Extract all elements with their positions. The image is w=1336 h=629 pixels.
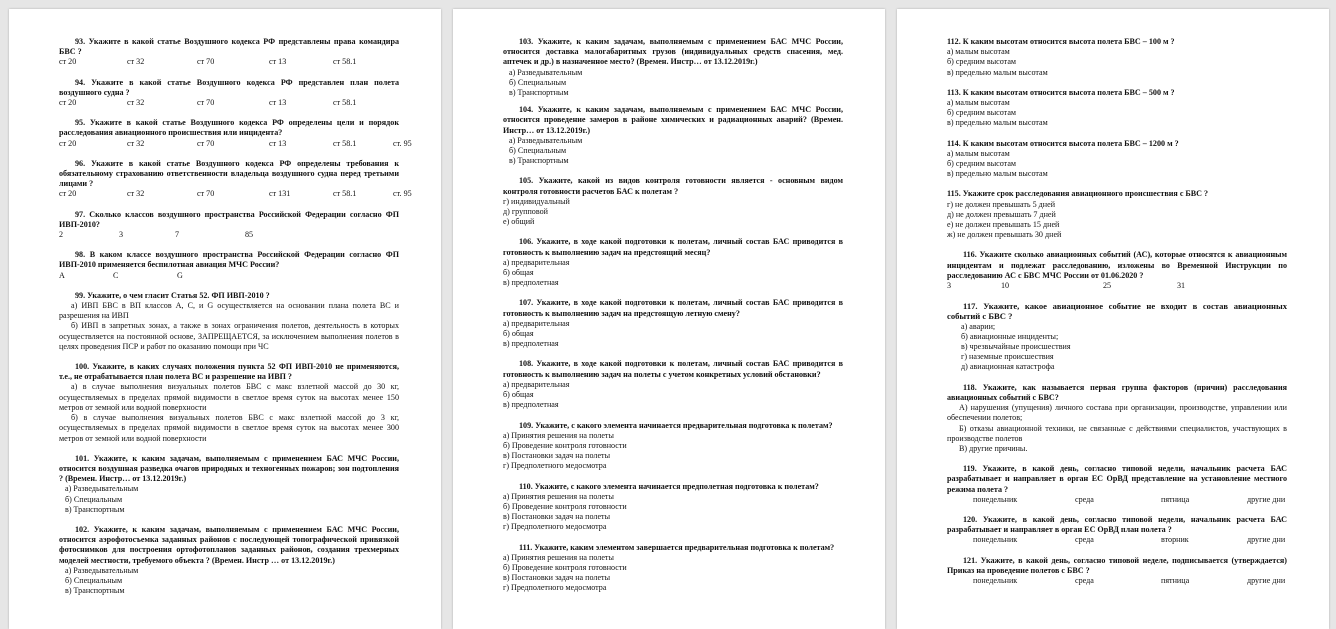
answer: пятница <box>1161 494 1190 504</box>
question-text: 109. Укажите, с какого элемента начинается предварительная подготовка к полетам? <box>519 420 833 430</box>
answer: ст 70 <box>197 138 215 148</box>
answer-option: е) не должен превышать 15 дней <box>947 220 1060 230</box>
answer-option: в) Транспортным <box>65 586 125 596</box>
answer: С <box>113 270 119 280</box>
answer-option: г) индивидуальный <box>503 196 570 206</box>
answer-row <box>947 281 1287 291</box>
answer-option: в) Транспортным <box>65 504 125 514</box>
answer: ст 58.1 <box>333 189 357 199</box>
question-99 <box>59 291 399 352</box>
answer-option: а) малым высотам <box>947 47 1010 57</box>
answer-option: а) предварительная <box>503 379 570 389</box>
answer: ст 58.1 <box>333 98 357 108</box>
answer: среда <box>1075 535 1094 545</box>
answer-option: а) Разведывательным <box>509 67 583 77</box>
answer: А <box>59 270 65 280</box>
answer: ст 58.1 <box>333 57 357 67</box>
answer: 3 <box>947 281 952 291</box>
answer-option: б) общая <box>503 268 534 278</box>
answer-option: б) средним высотам <box>947 57 1017 67</box>
question-text: 99. Укажите, о чем гласит Статья 52. ФП ИВП-2010 ? <box>75 290 270 300</box>
answer: ст 13 <box>269 98 287 108</box>
page-2-content <box>503 37 843 604</box>
question-100 <box>59 362 399 444</box>
answer: 25 <box>1103 281 1112 291</box>
answer-row <box>947 535 1287 545</box>
answer-option: а) Разведывательным <box>65 565 139 575</box>
question-120 <box>947 515 1287 546</box>
answer-row <box>59 138 412 149</box>
question-98 <box>59 250 399 281</box>
document-page-2 <box>453 9 885 629</box>
question-94 <box>59 78 399 109</box>
question-101 <box>59 454 399 515</box>
document-page-3 <box>897 9 1329 629</box>
question-text: 110. Укажите, с какого элемента начинается предполетная подготовка к полетам? <box>519 481 819 491</box>
answer: среда <box>1075 575 1094 585</box>
answer-option: б) общая <box>503 390 534 400</box>
answer-option: б) Специальным <box>509 77 567 87</box>
answer: другие дни <box>1247 575 1286 585</box>
document-page-1 <box>9 9 441 629</box>
answer-option: в) предельно малым высотам <box>947 67 1048 77</box>
answer-option: г) Предполетного медосмотра <box>503 583 607 593</box>
question-110 <box>503 482 843 533</box>
question-97 <box>59 210 399 241</box>
question-114 <box>947 139 1287 180</box>
answer: ст 58.1 <box>333 138 357 148</box>
answer-row <box>59 230 399 240</box>
answer-paragraph: А) нарушения (упущения) личного состава при организации, производстве, управлении или обеспечении полетов; <box>947 403 1287 423</box>
answer-option: а) Принятия решения на полеты <box>503 491 614 501</box>
answer-option: а) малым высотам <box>947 148 1010 158</box>
answer: ст 70 <box>197 98 215 108</box>
answer-option: в) Транспортным <box>509 88 569 98</box>
answer-paragraph: б) ИВП в запретных зонах, а также в зонах ограничения полетов, деятельность в которых осуществляется на постоянной основе, ЗАПРЕЩАЕТСЯ, за исключением выполнения полетов в целях проведения ПСР и работ по оказанию помощи при ЧС <box>59 321 399 351</box>
page-1-content <box>59 37 412 606</box>
answer: G <box>177 270 183 280</box>
answer-option: г) Предполетного медосмотра <box>503 522 607 532</box>
answer-option: а) аварии; <box>961 321 996 331</box>
answer-option: б) Специальным <box>65 575 123 585</box>
question-117 <box>947 301 1287 372</box>
question-text: 117. Укажите, какое авиационное событие не входит в состав авиационных событий с БВС ? <box>947 301 1287 322</box>
answer-option: в) предполетная <box>503 278 559 288</box>
question-text: 102. Укажите, к каким задачам, выполняемым с применением БАС МЧС России, относится аэрофотосъемка заданных районов с последующей топографической привязкой фотоснимков для построения ортофотопланов заданных районов, создания трехмерных моделей местности, требуемого объекта ? (Времен. Инстр … от 13.12.2019г.) <box>59 524 399 565</box>
question-text: 104. Укажите, к каким задачам, выполняемым с применением БАС МЧС России, относится проведение замеров в районе химических и радиационных аварий? (Времен. Инстр… от 13.12.2019г.) <box>503 105 843 135</box>
answer-option: а) Принятия решения на полеты <box>503 552 614 562</box>
answer: ст 13 <box>269 138 287 148</box>
answer-option: а) Принятия решения на полеты <box>503 430 614 440</box>
question-118 <box>947 383 1287 454</box>
answer-option: б) общая <box>503 329 534 339</box>
question-text: 100. Укажите, в каких случаях положения пункта 52 ФП ИВП-2010 не применяются, т.е., не отрабатывается план полета ВС и разрешение на ИВП ? <box>59 362 399 382</box>
question-107 <box>503 298 843 349</box>
answer-paragraph: а) в случае выполнения визуальных полетов БВС с макс взлетной массой до 30 кг, осуществляемых в пределах прямой видимости в светлое время суток на высотах менее 150 метров от земной или водной поверхности <box>59 382 399 412</box>
answer-option: а) предварительная <box>503 318 570 328</box>
question-106 <box>503 237 843 288</box>
answer: другие дни <box>1247 535 1286 545</box>
question-text: 118. Укажите, как называется первая группа факторов (причин) расследования авиационных событий с БВС? <box>947 382 1287 402</box>
answer-option: а) Разведывательным <box>509 135 583 145</box>
answer: ст 131 <box>269 189 291 199</box>
answer-option: б) Проведение контроля готовности <box>503 501 627 511</box>
question-text: 98. В каком классе воздушного пространства Российской Федерации согласно ФП ИВП-2010 применяется беспилотная авиация МЧС России? <box>59 250 399 270</box>
question-text: 115. Укажите срок расследования авиационного происшествия с БВС ? <box>947 189 1209 199</box>
answer-row <box>59 57 399 67</box>
question-96 <box>59 158 412 200</box>
answer-option: г) не должен превышать 5 дней <box>947 199 1056 209</box>
answer-option: г) Предполетного медосмотра <box>503 461 607 471</box>
question-text: 107. Укажите, в ходе какой подготовки к полетам, личный состав БАС приводится в готовность к выполнению задач на предстоящую летную смену? <box>503 298 843 318</box>
question-95 <box>59 118 412 149</box>
question-text: 116. Укажите сколько авиационных событий (АС), которые относятся к авиационным инцидентам и подлежат расследованию, изложены во Временной Инструкции по расследованию АС с БВС МЧС России от 01.06.2020 ? <box>947 250 1287 280</box>
page-3-content <box>947 37 1287 596</box>
question-text: 95. Укажите в какой статье Воздушного кодекса РФ определены цели и порядок расследования авиационного происшествия или инцидента? <box>59 118 399 138</box>
answer-row <box>947 576 1287 586</box>
question-text: 119. Укажите, в какой день, согласно типовой недели, начальник расчета БАС разрабатывает и направляет в орган ЕС ОрВД представление на установление местного режима полета ? <box>947 464 1287 494</box>
answer-option: е) общий <box>503 217 535 227</box>
answer-option: в) предполетная <box>503 339 559 349</box>
question-text: 114. К каким высотам относится высота полета БВС – 1200 м ? <box>947 138 1179 148</box>
question-93 <box>59 37 399 68</box>
answer-option: а) Разведывательным <box>65 484 139 494</box>
answer: 85 <box>245 230 254 240</box>
question-text: 113. К каким высотам относится высота полета БВС – 500 м ? <box>947 87 1175 97</box>
answer-option: в) предельно малым высотам <box>947 118 1048 128</box>
answer-option: в) Постановки задач на полеты <box>503 512 611 522</box>
answer-option: б) средним высотам <box>947 108 1017 118</box>
question-text: 93. Укажите в какой статье Воздушного кодекса РФ представлены права командира БВС ? <box>59 37 399 57</box>
answer: ст 32 <box>127 57 145 67</box>
answer-option: в) предельно малым высотам <box>947 169 1048 179</box>
question-text: 112. К каким высотам относится высота полета БВС – 100 м ? <box>947 37 1175 46</box>
answer: среда <box>1075 494 1094 504</box>
question-text: 108. Укажите, в ходе какой подготовки к полетам, личный состав БАС приводится в готовность к выполнению задач на полеты с учетом конкретных условий обстановки? <box>503 359 843 379</box>
answer: ст 32 <box>127 189 145 199</box>
question-text: 111. Укажите, каким элементом завершается предварительная подготовка к полетам? <box>519 542 835 552</box>
answer: ст 70 <box>197 189 215 199</box>
answer-option: д) не должен превышать 7 дней <box>947 209 1056 219</box>
answer-option: в) Постановки задач на полеты <box>503 451 611 461</box>
question-text: 103. Укажите, к каким задачам, выполняемым с применением БАС МЧС России, относится доставка малогабаритных грузов (индивидуальных средств спасения, мед. аптечек и др.) в назначенное место? (Времен. Инстр… от 13.12.2019г.) <box>503 37 843 67</box>
question-text: 106. Укажите, в ходе какой подготовки к полетам, личный состав БАС приводится в готовность к выполнению задач на предстоящий месяц? <box>503 237 843 257</box>
question-text: 121. Укажите, в какой день, согласно типовой неделе, подписывается (утверждается) Приказ на проведение полетов с БВС ? <box>947 555 1287 575</box>
answer-paragraph: В) другие причины. <box>959 443 1028 453</box>
answer: пятница <box>1161 575 1190 585</box>
answer: ст 70 <box>197 57 215 67</box>
answer-row <box>59 271 399 281</box>
question-103 <box>503 37 843 98</box>
answer-option: в) предполетная <box>503 400 559 410</box>
question-text: 97. Сколько классов воздушного пространства Российской Федерации согласно ФП ИВП-2010? <box>59 209 399 229</box>
answer: ст 32 <box>127 138 145 148</box>
answer: ст. 95 <box>393 138 412 148</box>
question-121 <box>947 556 1287 587</box>
question-text: 94. Укажите в какой статье Воздушного кодекса РФ представлен план полета воздушного судна ? <box>59 77 399 97</box>
answer: ст. 95 <box>393 189 412 199</box>
answer: 2 <box>59 230 64 240</box>
question-text: 120. Укажите, в какой день, согласно типовой недели, начальник расчета БАС разрабатывает и направляет в орган ЕС ОрВД план полета ? <box>947 514 1287 535</box>
answer-option: ж) не должен превышать 30 дней <box>947 230 1062 240</box>
answer: 3 <box>119 230 124 240</box>
answer-option: д) авиационная катастрофа <box>961 362 1055 372</box>
question-111 <box>503 543 843 594</box>
question-104 <box>503 105 843 166</box>
answer-option: д) групповой <box>503 207 548 217</box>
answer-option: б) Проведение контроля готовности <box>503 562 627 572</box>
answer-option: б) Проведение контроля готовности <box>503 440 627 450</box>
answer-row <box>59 98 399 108</box>
answer-option: в) Постановки задач на полеты <box>503 573 611 583</box>
answer-paragraph: а) ИВП БВС в ВП классов А, С, и G осуществляется на основании плана полета ВС и разрешения на ИВП <box>59 301 399 321</box>
answer-paragraph: б) в случае выполнения визуальных полетов БВС с макс взлетной массой до 3 кг, осуществляемых в пределах прямой видимости в светлое время суток на высотах менее 300 метров от земной или водной поверхности <box>59 413 399 443</box>
answer: вторник <box>1161 535 1189 545</box>
answer: 7 <box>175 230 180 240</box>
question-119 <box>947 464 1287 505</box>
answer-option: б) Специальным <box>509 146 567 156</box>
question-text: 101. Укажите, к каким задачам, выполняемым с применением БАС МЧС России, относится воздушная разведка очагов природных и техногенных пожаров; зон подтопления ? (Времен. Инстр… от 13.12.2019г.) <box>59 453 399 484</box>
answer-option: в) Транспортным <box>509 156 569 166</box>
answer: понедельник <box>973 494 1018 504</box>
answer: понедельник <box>973 575 1018 585</box>
question-text: 96. Укажите в какой статье Воздушного кодекса РФ определены требования к обязательному страхованию ответственности владельца воздушного судна перед третьими лицами ? <box>59 158 399 189</box>
answer-option: в) чрезвычайные происшествия <box>961 342 1071 352</box>
answer: 10 <box>1001 281 1010 291</box>
answer: другие дни <box>1247 494 1286 504</box>
question-108 <box>503 359 843 410</box>
answer: понедельник <box>973 535 1018 545</box>
answer-option: б) Специальным <box>65 494 123 504</box>
question-115 <box>947 189 1287 240</box>
answer-option: б) средним высотам <box>947 159 1017 169</box>
question-102 <box>59 525 399 596</box>
question-113 <box>947 88 1287 129</box>
answer-option: б) авиационные инциденты; <box>961 331 1059 341</box>
answer-row <box>947 495 1287 505</box>
answer: 31 <box>1177 281 1186 291</box>
answer-option: а) малым высотам <box>947 98 1010 108</box>
answer: ст 13 <box>269 57 287 67</box>
answer: ст 20 <box>59 138 77 148</box>
answer-option: а) предварительная <box>503 257 570 267</box>
answer: ст 32 <box>127 98 145 108</box>
question-105 <box>503 176 843 227</box>
answer-option: г) наземные происшествия <box>961 352 1054 362</box>
answer: ст 20 <box>59 189 77 199</box>
answer: ст 20 <box>59 98 77 108</box>
question-109 <box>503 421 843 472</box>
answer-row <box>59 189 412 199</box>
question-text: 105. Укажите, какой из видов контроля готовности является - основным видом контроля готовности расчетов БАС к полетам ? <box>503 176 843 196</box>
question-112 <box>947 37 1287 78</box>
answer: ст 20 <box>59 57 77 67</box>
question-116 <box>947 250 1287 291</box>
answer-paragraph: Б) отказы авиационной техники, не связанные с действиями специалистов, участвующих в производстве полетов <box>947 423 1287 443</box>
